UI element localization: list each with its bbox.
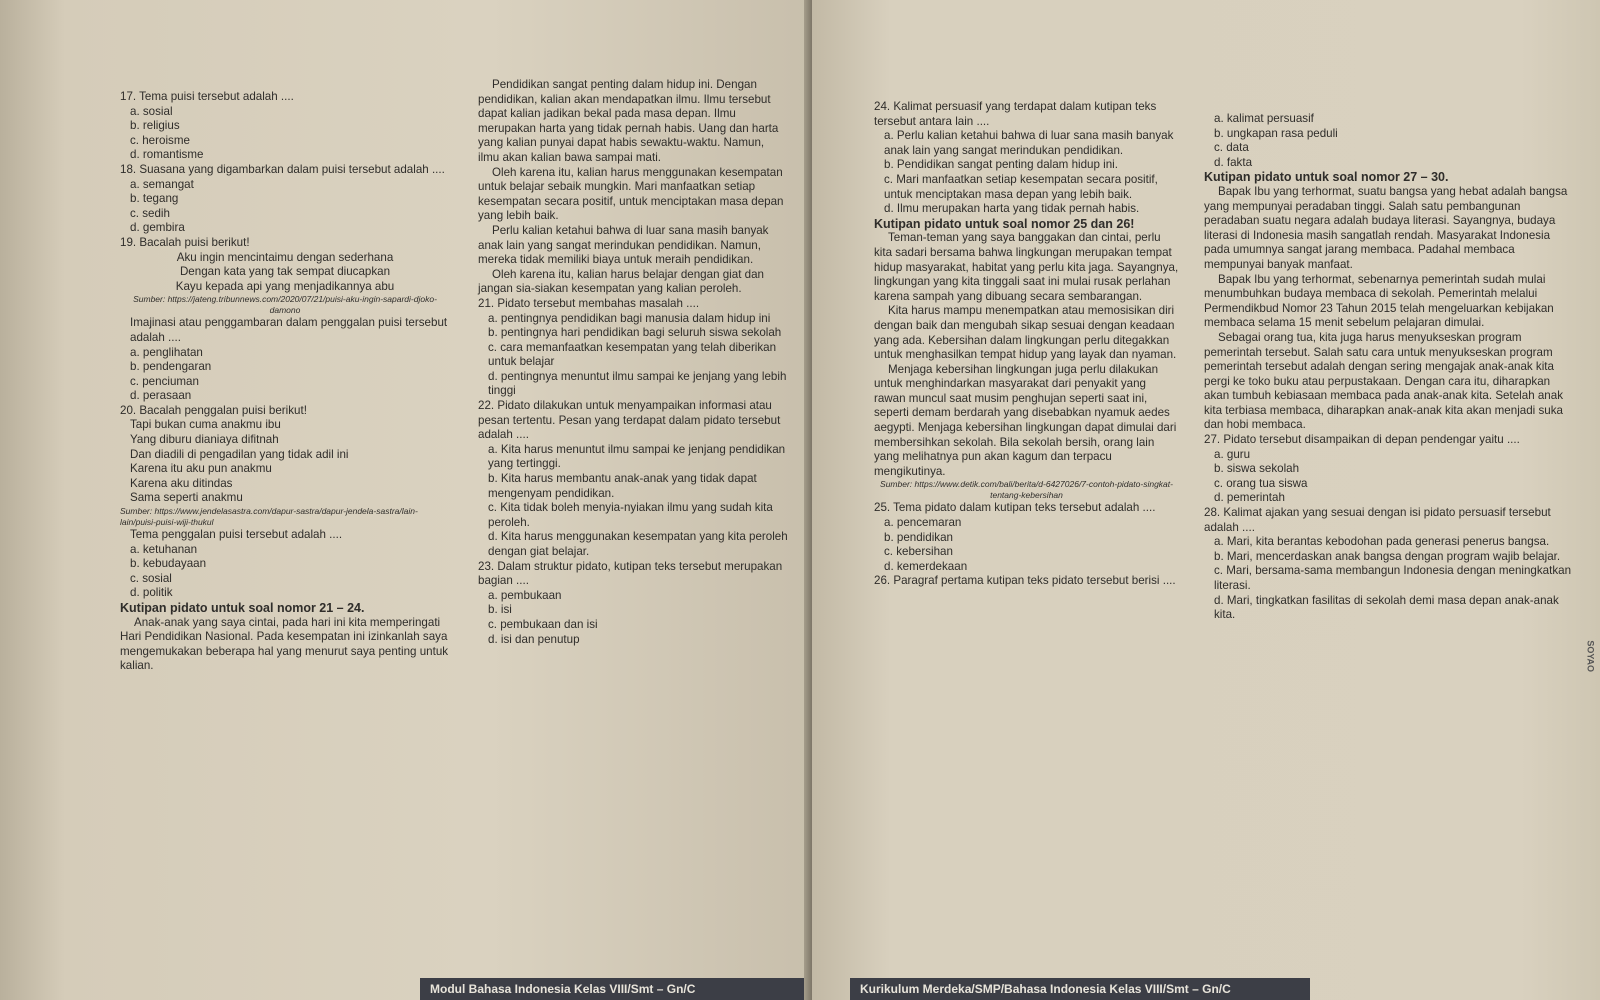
speech2-paragraph-3: Menjaga kebersihan lingkungan juga perlu dilakukan untuk menghindarkan masyarakat dari penyakit yang rawan muncul saat musim penghujan seperti saat ini, seperti demam berdarah yang disebabkan nyamuk aedes aegypti. Menjaga kebersihan lingkungan dapat dimulai dari membersihkan sekolah. Bila sekolah bersih, orang lain yang melihatnya pun akan kagum dan terpacu mengikutinya. (874, 362, 1177, 478)
q19-option-a: a. penglihatan (130, 345, 203, 359)
q22-option-a: a. Kita harus menuntut ilmu sampai ke jenjang pendidikan yang tertinggi. (488, 442, 786, 471)
q17-option-d: d. romantisme (130, 148, 204, 162)
kutipan-21-24-heading: Kutipan pidato untuk soal nomor 21 – 24. (120, 601, 365, 615)
left-footer: Modul Bahasa Indonesia Kelas VIII/Smt – Gn/C (420, 978, 810, 1000)
q17-option-b: b. religius (130, 119, 180, 133)
q20-poem-line-2: Yang diburu dianiaya difitnah (130, 433, 279, 447)
q24-option-b: b. Pendidikan sangat penting dalam hidup ini. (884, 158, 1118, 172)
q20-poem-line-4: Karena itu aku pun anakmu (130, 462, 272, 476)
question-26: 26. Paragraf pertama kutipan teks pidato tersebut berisi .... (874, 574, 1176, 588)
q19-option-c: c. penciuman (130, 374, 199, 388)
q20-option-a: a. ketuhanan (130, 542, 198, 556)
left-column-1 (120, 90, 450, 674)
kutipan-27-30-heading: Kutipan pidato untuk soal nomor 27 – 30. (1204, 170, 1449, 185)
question-27: 27. Pidato tersebut disampaikan di depan pendengar yaitu .... (1204, 433, 1520, 447)
q25-option-b: b. pendidikan (884, 530, 953, 544)
q18-option-b: b. tegang (130, 192, 179, 206)
q20-source: Sumber: https://www.jendelasastra.com/dapur-sastra/dapur-jendela-sastra/lain-lain/puisi-puisi-wiji-thukul (120, 506, 418, 528)
q24-option-d: d. Ilmu merupakan harta yang tidak pernah habis. (884, 202, 1140, 216)
right-column-2 (1204, 112, 1576, 623)
q22-option-c: c. Kita tidak boleh menyia-nyiakan ilmu yang sudah kita peroleh. (488, 501, 773, 529)
q26-option-b: b. ungkapan rasa peduli (1214, 126, 1338, 140)
q19-option-b: b. pendengaran (130, 360, 212, 374)
q28-option-b: b. Mari, mencerdaskan anak bangsa dengan program wajib belajar. (1214, 549, 1561, 563)
q20-poem-line-6: Sama seperti anakmu (130, 491, 243, 505)
question-28: 28. Kalimat ajakan yang sesuai dengan isi pidato persuasif tersebut adalah .... (1204, 506, 1551, 534)
q19-poem-line-2: Dengan kata yang tak sempat diucapkan (179, 265, 391, 279)
q18-option-d: d. gembira (130, 221, 185, 235)
question-23: 23. Dalam struktur pidato, kutipan teks tersebut merupakan bagian .... (478, 559, 783, 588)
speech2-paragraph-1: Teman-teman yang saya banggakan dan cintai, perlu kita sadari bersama bahwa lingkungan merupakan tempat hidup masyarakat, habitat yang perlu kita jaga. Sayangnya, lingkungan yang kita tinggali saat ini mulai rusak perlahan karena sampah yang dibuang secara sembarangan. (874, 231, 1179, 303)
q25-option-a: a. pencemaran (884, 516, 962, 530)
speech3-paragraph-3: Sebagai orang tua, kita juga harus menyukseskan program pemerintah tersebut. Salah satu cara untuk menyukseskan program pemerintah tersebut adalah dengan sering mengajak anak-anak kita pergi ke toko buku atau perpustakaan. Dengan cara itu, diharapkan akan tumbuh kebiasaan membaca pada anak-anak kita. Setelah anak kita terbiasa membaca, diharapkan anak-anak kita akan menjadi suka dan hobi membaca. (1204, 330, 1563, 432)
q20-poem-line-1: Tapi bukan cuma anakmu ibu (130, 418, 281, 432)
q19-poem-line-3: Kayu kepada api yang menjadikannya abu (175, 279, 395, 293)
q22-option-b: b. Kita harus membantu anak-anak yang tidak dapat mengenyam pendidikan. (488, 472, 757, 500)
q17-option-a: a. sosial (130, 104, 173, 118)
question-18: 18. Suasana yang digambarkan dalam puisi tersebut adalah .... (120, 162, 445, 176)
q23-option-a: a. pembukaan (488, 588, 562, 602)
q18-option-c: c. sedih (130, 206, 170, 220)
question-25: 25. Tema pidato dalam kutipan teks tersebut adalah .... (874, 501, 1156, 515)
q21-option-d: d. pentingnya menuntut ilmu sampai ke jenjang yang lebih tinggi (488, 369, 787, 398)
right-page (812, 0, 1600, 1000)
q28-option-d: d. Mari, tingkatkan fasilitas di sekolah demi masa depan anak-anak kita. (1214, 593, 1559, 622)
q23-option-b: b. isi (488, 603, 512, 617)
right-column-1 (874, 100, 1179, 589)
q26-option-d: d. fakta (1214, 155, 1253, 169)
question-21: 21. Pidato tersebut membahas masalah .... (478, 296, 700, 310)
q19-source: Sumber: https://jateng.tribunnews.com/2020/07/21/puisi-aku-ingin-sapardi-djoko-damono (133, 294, 437, 316)
speech3-paragraph-2: Bapak Ibu yang terhormat, sebenarnya pemerintah sudah mulai menumbuhkan budaya membaca di sekolah. Pemerintah melalui Permendikbud Nomor 23 Tahun 2015 telah mengeluarkan kebijakan membaca selama 15 menit sebelum pelajaran dimulai. (1204, 272, 1554, 330)
kutipan-25-26-heading: Kutipan pidato untuk soal nomor 25 dan 26! (874, 216, 1135, 231)
kutipan-21-24-text: Anak-anak yang saya cintai, pada hari ini kita memperingati Hari Pendidikan Nasional. Pada kesempatan ini izinkanlah saya mengemukakan beberapa hal yang menurut saya penting untuk kalian. (120, 615, 449, 673)
q19-poem-line-1: Aku ingin mencintaimu dengan sederhana (176, 250, 394, 264)
q28-option-c: c. Mari, bersama-sama membangun Indonesia dengan meningkatkan literasi. (1214, 564, 1572, 592)
q25-option-d: d. kemerdekaan (884, 559, 968, 573)
q20-poem-line-3: Dan diadili di pengadilan yang tidak adil ini (130, 447, 349, 461)
side-label: SOYAO (1586, 640, 1596, 672)
q24-option-c: c. Mari manfaatkan setiap kesempatan secara positif, untuk menciptakan masa depan yang lebih baik. (884, 172, 1158, 201)
speech-paragraph-1: Pendidikan sangat penting dalam hidup ini. Dengan pendidikan, kalian akan mendapatkan ilmu. Ilmu tersebut dapat kalian jadikan bekal pada masa depan. Ilmu merupakan harta yang tidak pernah habis. Uang dan harta yang kalian punyai dapat habis sewaktu-waktu. Namun, ilmu akan kalian bawa sampai mati. (478, 78, 779, 164)
question-19: 19. Bacalah puisi berikut! (120, 235, 250, 249)
q26-option-c: c. data (1214, 141, 1249, 155)
q25-option-c: c. kebersihan (884, 545, 953, 559)
q18-option-a: a. semangat (130, 177, 194, 191)
q19-option-d: d. perasaan (130, 389, 192, 403)
q26-option-a: a. kalimat persuasif (1214, 112, 1314, 125)
speech2-source: Sumber: https://www.detik.com/bali/berita/d-6427026/7-contoh-pidato-singkat-tentang-kebersihan (880, 479, 1173, 501)
q20-poem-line-5: Karena aku ditindas (130, 476, 233, 490)
q19-prompt: Imajinasi atau penggambaran dalam penggalan puisi tersebut adalah .... (130, 316, 448, 344)
q21-option-a: a. pentingnya pendidikan bagi manusia dalam hidup ini (488, 311, 771, 325)
q22-option-d: d. Kita harus menggunakan kesempatan yang kita peroleh dengan giat belajar. (488, 530, 788, 558)
question-20: 20. Bacalah penggalan puisi berikut! (120, 403, 307, 417)
speech2-paragraph-2: Kita harus mampu menempatkan atau memosisikan diri dengan baik dan mengubah sikap sesuai dengan keadaan yang ada. Kebersihan dalam lingkungan perlu ditegakkan untuk menghasilkan tempat hidup yang layak dan nyaman. (874, 304, 1177, 362)
q23-option-d: d. isi dan penutup (488, 632, 580, 646)
q20-option-d: d. politik (130, 586, 173, 600)
speech-paragraph-4: Oleh karena itu, kalian harus belajar dengan giat dan jangan sia-siakan kesempatan yang kalian peroleh. (478, 267, 764, 296)
q20-option-c: c. sosial (130, 571, 172, 585)
q27-option-c: c. orang tua siswa (1214, 476, 1308, 490)
q21-option-b: b. pentingnya hari pendidikan bagi seluruh siswa sekolah (488, 326, 782, 340)
q21-option-c: c. cara memanfaatkan kesempatan yang telah diberikan untuk belajar (488, 340, 777, 369)
q28-option-a: a. Mari, kita berantas kebodohan pada generasi penerus bangsa. (1214, 535, 1550, 549)
q27-option-a: a. guru (1214, 447, 1251, 461)
question-22: 22. Pidato dilakukan untuk menyampaikan informasi atau pesan tertentu. Pesan yang terdapat dalam pidato tersebut adalah .... (478, 399, 781, 442)
left-column-2 (478, 78, 788, 647)
q27-option-b: b. siswa sekolah (1214, 462, 1300, 476)
q24-option-a: a. Perlu kalian ketahui bahwa di luar sana masih banyak anak lain yang sangat merindukan pendidikan. (884, 129, 1174, 157)
speech3-paragraph-1: Bapak Ibu yang terhormat, suatu bangsa yang hebat adalah bangsa yang mempunyai peradaban tinggi. Salah satu pembangunan peradaban suatu negara adalah budaya literasi. Sayangnya, budaya literasi di Indonesia masih sangatlah rendah. Masyarakat Indonesia pada umumnya sangat jarang membaca. Padahal membaca mempunyai banyak manfaat. (1204, 184, 1568, 271)
q17-option-c: c. heroisme (130, 133, 190, 147)
q23-option-c: c. pembukaan dan isi (488, 617, 598, 631)
q20-option-b: b. kebudayaan (130, 557, 207, 571)
right-footer: Kurikulum Merdeka/SMP/Bahasa Indonesia Kelas VIII/Smt – Gn/C (850, 978, 1310, 1000)
question-24: 24. Kalimat persuasif yang terdapat dalam kutipan teks tersebut antara lain .... (874, 100, 1157, 128)
speech-paragraph-3: Perlu kalian ketahui bahwa di luar sana masih banyak anak lain yang sangat merindukan pendidikan. Namun, mereka tidak memiliki biaya untuk meraih pendidikan. (478, 223, 769, 267)
q20-prompt: Tema penggalan puisi tersebut adalah .... (130, 528, 343, 542)
speech-paragraph-2: Oleh karena itu, kalian harus menggunakan kesempatan untuk belajar sebaik mungkin. Mari manfaatkan setiap kesempatan secara positif, untuk menciptakan masa depan yang lebih baik. (478, 165, 784, 223)
q27-option-d: d. pemerintah (1214, 491, 1285, 505)
question-17: 17. Tema puisi tersebut adalah .... (120, 90, 294, 103)
